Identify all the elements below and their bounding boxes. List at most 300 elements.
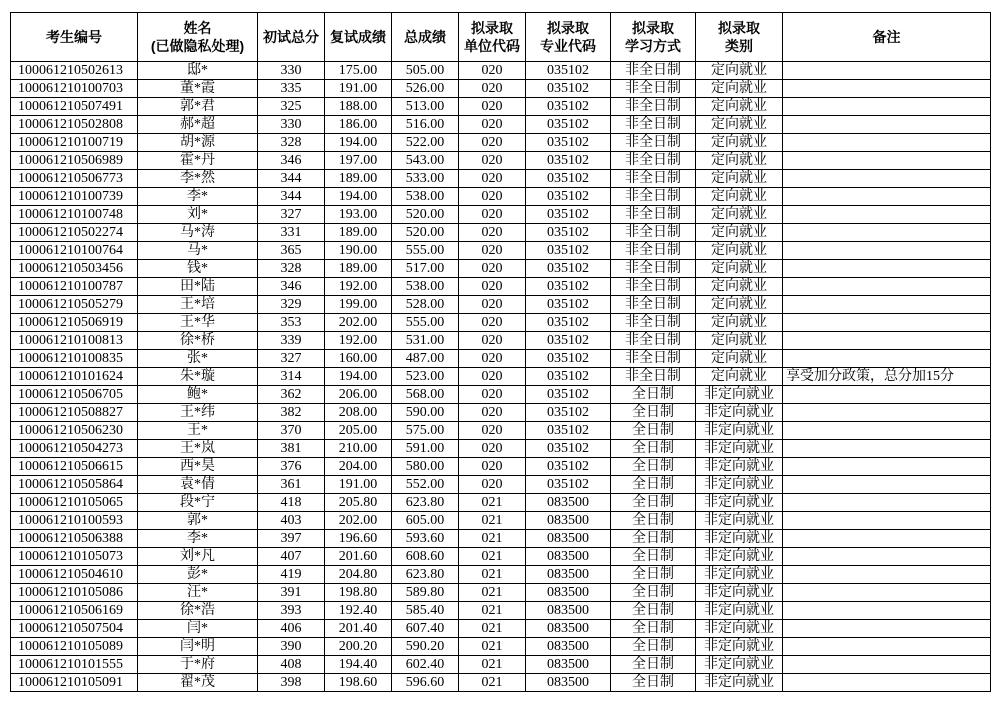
cell-retest-score — [325, 116, 392, 134]
cell-name — [138, 242, 258, 260]
cell-student-id — [11, 602, 138, 620]
header-line: 姓名 — [183, 20, 212, 36]
cell-student-id — [11, 296, 138, 314]
cell-text: 339 — [280, 333, 302, 348]
cell-text: 200.20 — [338, 639, 378, 654]
cell-text: 204.80 — [338, 567, 378, 582]
cell-remark — [783, 656, 991, 674]
cell-text: 非全日制 — [625, 135, 681, 150]
cell-remark — [783, 602, 991, 620]
cell-student-id — [11, 422, 138, 440]
cell-total-score — [392, 206, 459, 224]
cell-initial-score — [258, 476, 325, 494]
cell-text: 100061210508827 — [18, 405, 123, 420]
cell-total-score — [392, 314, 459, 332]
cell-text: 517.00 — [405, 261, 445, 276]
cell-major-code — [526, 476, 611, 494]
cell-unit-code — [459, 80, 526, 98]
cell-text: 408 — [280, 657, 302, 672]
cell-text: 193.00 — [338, 207, 378, 222]
cell-text — [783, 458, 990, 475]
cell-text: 021 — [481, 531, 503, 546]
cell-total-score — [392, 188, 459, 206]
cell-category — [696, 602, 783, 620]
cell-text: 非定向就业 — [704, 657, 774, 672]
cell-student-id — [11, 458, 138, 476]
cell-text: 021 — [481, 639, 503, 654]
cell-text: 定向就业 — [711, 351, 767, 366]
cell-text: 霍*丹 — [180, 153, 215, 168]
table-row — [11, 134, 991, 152]
cell-text: 329 — [280, 297, 302, 312]
cell-text: 194.40 — [338, 657, 378, 672]
header-category — [696, 13, 783, 62]
cell-unit-code — [459, 116, 526, 134]
cell-category — [696, 134, 783, 152]
cell-category — [696, 530, 783, 548]
table-row — [11, 242, 991, 260]
header-study-mode — [611, 13, 696, 62]
table-row — [11, 530, 991, 548]
cell-text: 100061210100703 — [18, 81, 123, 96]
cell-text: 575.00 — [405, 423, 445, 438]
cell-remark — [783, 458, 991, 476]
cell-retest-score — [325, 440, 392, 458]
cell-student-id — [11, 566, 138, 584]
cell-retest-score — [325, 314, 392, 332]
cell-initial-score — [258, 296, 325, 314]
cell-unit-code — [459, 98, 526, 116]
header-name — [138, 13, 258, 62]
table-row — [11, 476, 991, 494]
cell-text: 全日制 — [632, 405, 674, 420]
cell-text: 370 — [280, 423, 302, 438]
cell-category — [696, 368, 783, 386]
cell-major-code — [526, 566, 611, 584]
cell-initial-score — [258, 494, 325, 512]
cell-category — [696, 350, 783, 368]
table-row — [11, 350, 991, 368]
cell-text: 208.00 — [338, 405, 378, 420]
cell-text: 346 — [280, 279, 302, 294]
cell-retest-score — [325, 278, 392, 296]
cell-unit-code — [459, 386, 526, 404]
cell-text: 190.00 — [338, 243, 378, 258]
cell-unit-code — [459, 638, 526, 656]
cell-remark — [783, 368, 991, 386]
cell-category — [696, 314, 783, 332]
cell-text: 非全日制 — [625, 171, 681, 186]
cell-text: 100061210505279 — [18, 297, 123, 312]
cell-name — [138, 224, 258, 242]
cell-text: 非定向就业 — [704, 639, 774, 654]
cell-study-mode — [611, 620, 696, 638]
cell-text — [783, 152, 990, 169]
cell-total-score — [392, 296, 459, 314]
cell-text — [783, 260, 990, 277]
cell-text: 381 — [280, 441, 302, 456]
cell-retest-score — [325, 530, 392, 548]
cell-text: 552.00 — [405, 477, 445, 492]
cell-text: 100061210100719 — [18, 135, 123, 150]
cell-text: 非定向就业 — [704, 423, 774, 438]
cell-text: 020 — [481, 477, 503, 492]
cell-name — [138, 188, 258, 206]
cell-text: 035102 — [547, 135, 589, 150]
cell-initial-score — [258, 350, 325, 368]
cell-text: 全日制 — [632, 567, 674, 582]
cell-text: 定向就业 — [711, 63, 767, 78]
cell-text: 194.00 — [338, 135, 378, 150]
admission-table — [10, 12, 991, 692]
cell-study-mode — [611, 170, 696, 188]
cell-text: 191.00 — [338, 81, 378, 96]
cell-text: 516.00 — [405, 117, 445, 132]
cell-text: 020 — [481, 405, 503, 420]
cell-text: 021 — [481, 567, 503, 582]
cell-text: 闫*明 — [180, 639, 215, 654]
header-major-code — [526, 13, 611, 62]
table-row — [11, 566, 991, 584]
cell-text — [783, 440, 990, 457]
cell-text: 非全日制 — [625, 297, 681, 312]
cell-text: 021 — [481, 585, 503, 600]
cell-text: 非定向就业 — [704, 603, 774, 618]
cell-total-score — [392, 368, 459, 386]
cell-name — [138, 512, 258, 530]
cell-text: 100061210506388 — [18, 531, 123, 546]
cell-retest-score — [325, 260, 392, 278]
table-body — [11, 62, 991, 692]
cell-text: 021 — [481, 495, 503, 510]
cell-text — [783, 224, 990, 241]
cell-text: 199.00 — [338, 297, 378, 312]
cell-text: 袁*倩 — [180, 477, 215, 492]
cell-text: 邸* — [187, 63, 208, 78]
cell-remark — [783, 98, 991, 116]
cell-category — [696, 224, 783, 242]
cell-text — [783, 584, 990, 601]
cell-remark — [783, 170, 991, 188]
cell-text: 100061210506773 — [18, 171, 123, 186]
cell-remark — [783, 512, 991, 530]
cell-text — [783, 386, 990, 403]
cell-text: 035102 — [547, 63, 589, 78]
cell-remark — [783, 476, 991, 494]
cell-text: 全日制 — [632, 675, 674, 690]
cell-unit-code — [459, 422, 526, 440]
cell-text: 020 — [481, 153, 503, 168]
cell-student-id — [11, 386, 138, 404]
cell-text: 郭*君 — [180, 99, 215, 114]
cell-retest-score — [325, 674, 392, 692]
cell-text: 定向就业 — [711, 261, 767, 276]
cell-category — [696, 152, 783, 170]
cell-remark — [783, 188, 991, 206]
cell-text: 020 — [481, 171, 503, 186]
cell-text: 非全日制 — [625, 153, 681, 168]
cell-text: 全日制 — [632, 459, 674, 474]
cell-student-id — [11, 278, 138, 296]
cell-text: 翟*茂 — [180, 675, 215, 690]
cell-text — [783, 422, 990, 439]
cell-text: 非定向就业 — [704, 405, 774, 420]
cell-text: 533.00 — [405, 171, 445, 186]
cell-name — [138, 332, 258, 350]
cell-major-code — [526, 674, 611, 692]
cell-text: 192.40 — [338, 603, 378, 618]
header-line: 类别 — [725, 38, 753, 54]
cell-category — [696, 242, 783, 260]
cell-text: 021 — [481, 549, 503, 564]
cell-text: 361 — [280, 477, 302, 492]
cell-text: 100061210100593 — [18, 513, 123, 528]
cell-study-mode — [611, 422, 696, 440]
cell-text: 定向就业 — [711, 297, 767, 312]
cell-text: 全日制 — [632, 585, 674, 600]
cell-text: 194.00 — [338, 189, 378, 204]
cell-text: 田*陆 — [180, 279, 215, 294]
cell-remark — [783, 332, 991, 350]
cell-category — [696, 674, 783, 692]
cell-text: 344 — [280, 171, 302, 186]
cell-text: 035102 — [547, 189, 589, 204]
cell-name — [138, 530, 258, 548]
cell-text: 100061210105073 — [18, 549, 123, 564]
table-row — [11, 548, 991, 566]
cell-total-score — [392, 98, 459, 116]
cell-total-score — [392, 116, 459, 134]
cell-text: 198.60 — [338, 675, 378, 690]
cell-text: 020 — [481, 459, 503, 474]
cell-student-id — [11, 242, 138, 260]
cell-text: 206.00 — [338, 387, 378, 402]
cell-text: 035102 — [547, 225, 589, 240]
cell-text: 083500 — [547, 603, 589, 618]
cell-text: 非全日制 — [625, 351, 681, 366]
cell-initial-score — [258, 512, 325, 530]
cell-text — [783, 98, 990, 115]
cell-total-score — [392, 62, 459, 80]
header-initial-score — [258, 13, 325, 62]
cell-remark — [783, 404, 991, 422]
cell-text: 020 — [481, 441, 503, 456]
cell-study-mode — [611, 512, 696, 530]
cell-text — [783, 620, 990, 637]
table-row — [11, 656, 991, 674]
cell-remark — [783, 386, 991, 404]
cell-text: 020 — [481, 351, 503, 366]
cell-text: 100061210504273 — [18, 441, 123, 456]
cell-text: 083500 — [547, 675, 589, 690]
cell-text: 522.00 — [405, 135, 445, 150]
cell-remark — [783, 548, 991, 566]
cell-major-code — [526, 260, 611, 278]
cell-major-code — [526, 656, 611, 674]
cell-study-mode — [611, 260, 696, 278]
cell-student-id — [11, 188, 138, 206]
cell-unit-code — [459, 188, 526, 206]
cell-study-mode — [611, 404, 696, 422]
cell-study-mode — [611, 566, 696, 584]
cell-total-score — [392, 602, 459, 620]
cell-major-code — [526, 602, 611, 620]
cell-text: 鲍* — [187, 387, 208, 402]
cell-initial-score — [258, 170, 325, 188]
cell-retest-score — [325, 512, 392, 530]
cell-text — [783, 656, 990, 673]
cell-text: 全日制 — [632, 639, 674, 654]
cell-category — [696, 332, 783, 350]
cell-student-id — [11, 350, 138, 368]
cell-text: 020 — [481, 279, 503, 294]
cell-text: 403 — [280, 513, 302, 528]
cell-remark — [783, 638, 991, 656]
table-row — [11, 314, 991, 332]
cell-text: 327 — [280, 207, 302, 222]
header-retest-score — [325, 13, 392, 62]
cell-text: 513.00 — [405, 99, 445, 114]
cell-major-code — [526, 314, 611, 332]
cell-student-id — [11, 170, 138, 188]
cell-initial-score — [258, 368, 325, 386]
cell-text: 083500 — [547, 621, 589, 636]
cell-initial-score — [258, 152, 325, 170]
cell-major-code — [526, 530, 611, 548]
cell-study-mode — [611, 548, 696, 566]
cell-name — [138, 458, 258, 476]
cell-study-mode — [611, 584, 696, 602]
cell-major-code — [526, 404, 611, 422]
cell-major-code — [526, 386, 611, 404]
cell-name — [138, 440, 258, 458]
cell-text: 035102 — [547, 423, 589, 438]
cell-study-mode — [611, 242, 696, 260]
cell-text: 365 — [280, 243, 302, 258]
cell-retest-score — [325, 224, 392, 242]
cell-retest-score — [325, 188, 392, 206]
cell-text: 全日制 — [632, 441, 674, 456]
table-row — [11, 278, 991, 296]
cell-text: 定向就业 — [711, 243, 767, 258]
header-line: (已做隐私处理) — [150, 38, 245, 54]
cell-name — [138, 296, 258, 314]
cell-name — [138, 152, 258, 170]
cell-student-id — [11, 638, 138, 656]
cell-text — [783, 350, 990, 367]
cell-student-id — [11, 404, 138, 422]
cell-major-code — [526, 548, 611, 566]
cell-text: 382 — [280, 405, 302, 420]
cell-major-code — [526, 188, 611, 206]
cell-text: 210.00 — [338, 441, 378, 456]
cell-text — [783, 548, 990, 565]
header-remark — [783, 13, 991, 62]
cell-total-score — [392, 350, 459, 368]
cell-text: 543.00 — [405, 153, 445, 168]
cell-unit-code — [459, 260, 526, 278]
cell-retest-score — [325, 368, 392, 386]
cell-initial-score — [258, 206, 325, 224]
cell-unit-code — [459, 206, 526, 224]
cell-text — [783, 476, 990, 493]
cell-text: 非定向就业 — [704, 549, 774, 564]
header-line: 学习方式 — [625, 38, 681, 54]
cell-text: 定向就业 — [711, 135, 767, 150]
cell-text: 083500 — [547, 513, 589, 528]
cell-total-score — [392, 566, 459, 584]
cell-text: 391 — [280, 585, 302, 600]
header-line: 拟录取 — [547, 20, 589, 36]
cell-unit-code — [459, 170, 526, 188]
header-line: 专业代码 — [540, 38, 596, 54]
cell-text — [783, 62, 990, 79]
cell-text: 083500 — [547, 585, 589, 600]
cell-total-score — [392, 620, 459, 638]
cell-category — [696, 62, 783, 80]
cell-initial-score — [258, 386, 325, 404]
cell-retest-score — [325, 458, 392, 476]
cell-total-score — [392, 458, 459, 476]
cell-text: 083500 — [547, 639, 589, 654]
cell-initial-score — [258, 134, 325, 152]
cell-student-id — [11, 98, 138, 116]
cell-text: 刘* — [187, 207, 208, 222]
cell-remark — [783, 674, 991, 692]
cell-text: 035102 — [547, 369, 589, 384]
cell-text: 全日制 — [632, 387, 674, 402]
cell-text: 346 — [280, 153, 302, 168]
cell-text: 定向就业 — [711, 225, 767, 240]
cell-text: 朱*璇 — [180, 369, 215, 384]
cell-text: 020 — [481, 333, 503, 348]
cell-text: 全日制 — [632, 621, 674, 636]
cell-retest-score — [325, 620, 392, 638]
cell-category — [696, 386, 783, 404]
cell-text: 390 — [280, 639, 302, 654]
cell-name — [138, 206, 258, 224]
cell-name — [138, 98, 258, 116]
cell-text: 非定向就业 — [704, 441, 774, 456]
cell-initial-score — [258, 548, 325, 566]
cell-text: 035102 — [547, 351, 589, 366]
cell-text: 王*培 — [180, 297, 215, 312]
cell-text: 331 — [280, 225, 302, 240]
cell-student-id — [11, 134, 138, 152]
cell-text: 100061210506989 — [18, 153, 123, 168]
cell-study-mode — [611, 386, 696, 404]
table-row — [11, 152, 991, 170]
cell-name — [138, 350, 258, 368]
cell-text: 100061210105086 — [18, 585, 123, 600]
cell-text: 035102 — [547, 297, 589, 312]
cell-unit-code — [459, 602, 526, 620]
cell-retest-score — [325, 494, 392, 512]
header-line: 总成绩 — [404, 29, 446, 45]
cell-text: 531.00 — [405, 333, 445, 348]
cell-initial-score — [258, 440, 325, 458]
cell-retest-score — [325, 422, 392, 440]
cell-text — [783, 80, 990, 97]
header-line: 拟录取 — [632, 20, 674, 36]
cell-text: 021 — [481, 657, 503, 672]
cell-category — [696, 98, 783, 116]
header-line: 复试成绩 — [330, 29, 386, 45]
cell-study-mode — [611, 530, 696, 548]
cell-text: 590.20 — [405, 639, 445, 654]
cell-text: 全日制 — [632, 495, 674, 510]
cell-unit-code — [459, 458, 526, 476]
